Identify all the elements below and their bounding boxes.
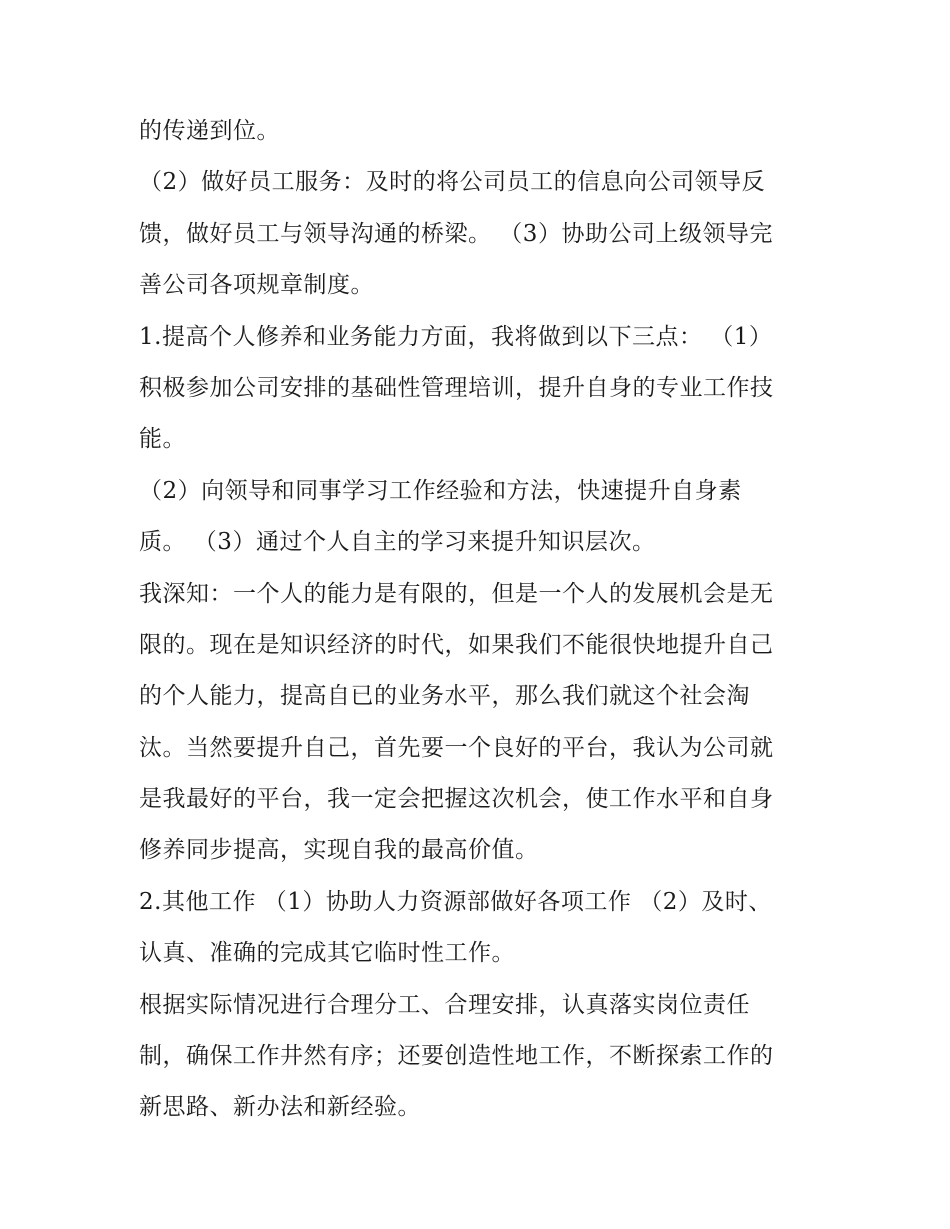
text-line: 我深知：一个人的能力是有限的，但是一个人的发展机会是无 bbox=[139, 580, 774, 607]
text-line: 制，确保工作井然有序；还要创造性地工作，不断探索工作的 bbox=[139, 1043, 774, 1070]
text-line: 善公司各项规章制度。 bbox=[139, 272, 374, 299]
text-line: 限的。现在是知识经济的时代，如果我们不能很快地提升自己 bbox=[139, 631, 774, 658]
text-line: 修养同步提高，实现自我的最高价值。 bbox=[139, 837, 539, 864]
text-line: （2）向领导和同事学习工作经验和方法，快速提升自身素 bbox=[139, 477, 742, 504]
text-line: 2.其他工作 （1）协助人力资源部做好各项工作 （2）及时、 bbox=[139, 888, 772, 915]
document-body bbox=[139, 106, 819, 1134]
text-line: 1.提高个人修养和业务能力方面，我将做到以下三点： （1） bbox=[139, 323, 773, 350]
text-line: 新思路、新办法和新经验。 bbox=[139, 1094, 421, 1121]
text-line: 馈，做好员工与领导沟通的桥梁。 （3）协助公司上级领导完 bbox=[139, 220, 773, 247]
text-line: 能。 bbox=[139, 426, 186, 453]
text-line: （2）做好员工服务：及时的将公司员工的信息向公司领导反 bbox=[139, 169, 766, 196]
text-line: 的传递到位。 bbox=[139, 118, 280, 144]
text-line: 的个人能力，提高自已的业务水平，那么我们就这个社会淘 bbox=[139, 683, 750, 710]
text-line: 质。 （3）通过个人自主的学习来提升知识层次。 bbox=[139, 529, 656, 556]
text-line: 是我最好的平台，我一定会把握这次机会，使工作水平和自身 bbox=[139, 786, 774, 813]
text-line: 汰。当然要提升自己，首先要一个良好的平台，我认为公司就 bbox=[139, 734, 774, 761]
text-line: 积极参加公司安排的基础性管理培训，提升自身的专业工作技 bbox=[139, 374, 774, 401]
text-line: 认真、准确的完成其它临时性工作。 bbox=[139, 940, 515, 967]
text-line: 根据实际情况进行合理分工、合理安排，认真落实岗位责任 bbox=[139, 991, 750, 1018]
